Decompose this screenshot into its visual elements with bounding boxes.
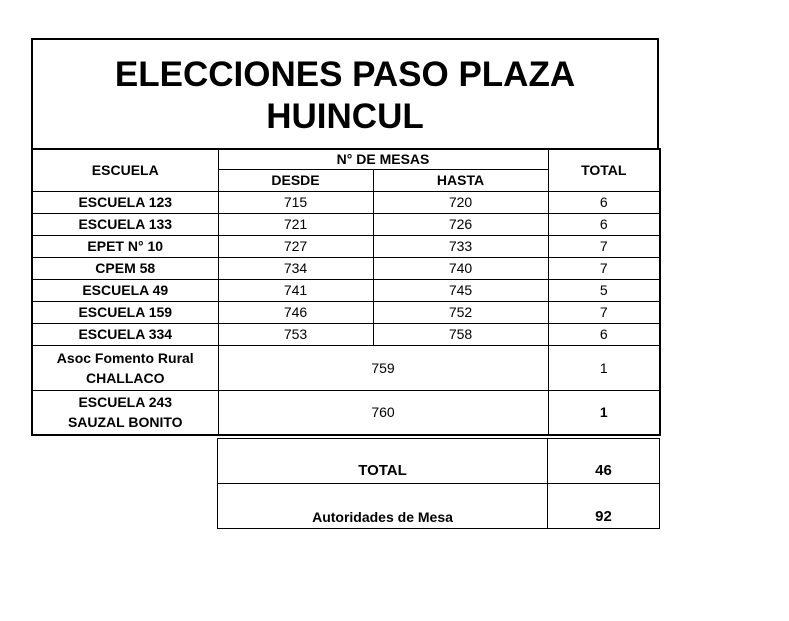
table-row [32,345,660,390]
table-row [32,279,660,301]
escuela-cell: ESCUELA 133 [32,213,218,235]
mesas-table [31,148,661,436]
escuela-cell: ESCUELA 123 [32,191,218,213]
escuela-cell: ESCUELA 49 [32,279,218,301]
hasta-cell: 745 [373,279,548,301]
table-row [32,323,660,345]
escuela-line-2: CHALLACO [85,369,165,386]
header-desde: DESDE [218,169,373,191]
total-cell: 7 [548,301,660,323]
desde-cell: 715 [218,191,373,213]
mesa-cell: 759 [218,345,548,390]
title-line-2: HUINCUL [266,96,424,136]
escuela-cell: ESCUELA 159 [32,301,218,323]
header-escuela: ESCUELA [32,149,218,191]
title-box [31,38,659,149]
autoridades-label: Autoridades de Mesa [218,484,548,529]
autoridades-value: 92 [548,484,660,529]
escuela-cell: ESCUELA 334 [32,323,218,345]
table-row [32,235,660,257]
footer-table [217,438,660,529]
hasta-cell: 740 [373,257,548,279]
total-cell: 6 [548,213,660,235]
header-n-mesas: N° DE MESAS [218,149,548,169]
total-value: 46 [548,439,660,484]
escuela-line-2: SAUZAL BONITO [67,414,183,431]
total-cell: 1 [548,390,660,435]
desde-cell: 753 [218,323,373,345]
total-cell: 5 [548,279,660,301]
escuela-line-1: Asoc Fomento Rural [56,349,194,366]
table-row [32,213,660,235]
escuela-cell [32,345,218,390]
hasta-cell: 758 [373,323,548,345]
table-row [32,191,660,213]
escuela-cell [32,390,218,435]
desde-cell: 734 [218,257,373,279]
title-line-1: ELECCIONES PASO PLAZA [114,54,576,94]
header-hasta: HASTA [373,169,548,191]
page-title [75,54,615,138]
desde-cell: 741 [218,279,373,301]
desde-cell: 746 [218,301,373,323]
mesa-cell: 760 [218,390,548,435]
escuela-cell: EPET N° 10 [32,235,218,257]
header-total: TOTAL [548,149,660,191]
total-cell: 1 [548,345,660,390]
escuela-cell: CPEM 58 [32,257,218,279]
hasta-cell: 720 [373,191,548,213]
table-row [32,301,660,323]
escuela-line-1: ESCUELA 243 [78,394,173,411]
table-row [32,257,660,279]
table-row [32,390,660,435]
hasta-cell: 752 [373,301,548,323]
total-cell: 6 [548,323,660,345]
total-cell: 7 [548,257,660,279]
hasta-cell: 733 [373,235,548,257]
total-cell: 7 [548,235,660,257]
hasta-cell: 726 [373,213,548,235]
desde-cell: 721 [218,213,373,235]
total-label: TOTAL [218,439,548,484]
total-cell: 6 [548,191,660,213]
desde-cell: 727 [218,235,373,257]
